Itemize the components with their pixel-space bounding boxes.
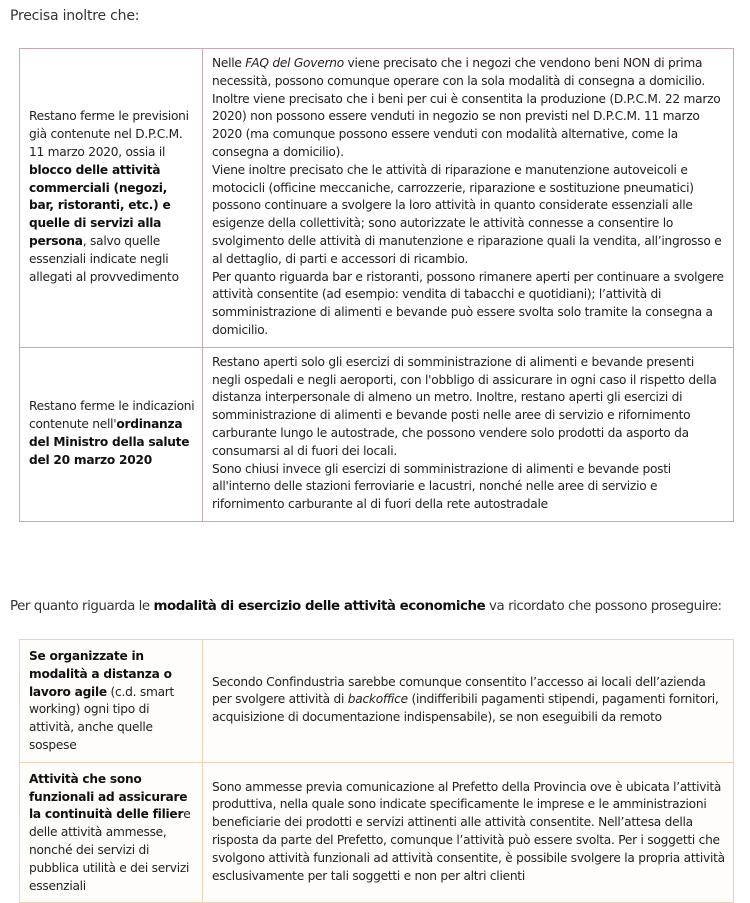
- row-label-cell: [20, 640, 203, 763]
- row-detail-cell: [203, 640, 734, 763]
- table-row: [20, 347, 734, 521]
- label-text: , salvo quelle essenziali indicate negli allegati al provvedimento: [29, 233, 179, 284]
- label-text: Restano ferme le previsioni già contenute nel D.P.C.M. 11 marzo 2020, ossia il: [29, 109, 189, 159]
- label-bold-text: Attività che sono funzionali ad assicurare la continuità delle filier: [29, 771, 188, 822]
- label-bold-text: ordinanza del Ministro della salute del 20 marzo 2020: [29, 417, 190, 467]
- detail-paragraph: Viene inoltre precisato che le attività di riparazione e manutenzione autoveicoli e motocicli (officine meccaniche, carrozzerie, riparazione e sostituzione pneumatici) possono continuare a svolgere la loro attività in quanto considerate essenziali alle esigenze della collettività; sono autorizzate le attività connesse a consentire lo svolgimento delle attività di manutenzione e riparazione quali la vendita, all’ingrosso e al dettaglio, di parti e accessori di ricambio.: [212, 162, 722, 266]
- row-detail-cell: Sono ammesse previa comunicazione al Prefetto della Provincia ove è ubicata l’attività produttiva, nella quale sono indicate specificamente le imprese e le amministrazioni beneficiarie dei prodotti e servizi attinenti alle attività consentite. Nell’attesa della risposta da parte del Prefetto, comunque l’attività può essere svolta. Per i soggetti che svolgono attività funzionali ad attività consentite, è possibile svolgere la propria attività esclusivamente per tali soggetti e non per altri clienti: [203, 762, 734, 903]
- detail-paragraph: Inoltre viene precisato che i beni per cui è consentita la produzione (D.P.C.M. 22 marzo 2020) non possono essere venduti in negozio se non previsti nel D.P.C.M. 11 marzo 2020 (ma comunque possono essere venduti con modalità alternative, come la consegna a domicilio).: [212, 91, 721, 159]
- intro-text: Per quanto riguarda le: [10, 599, 154, 614]
- detail-text: Secondo Confindustria sarebbe comunque consentito l’accesso ai locali dell’azienda per svolgere attività di: [212, 674, 706, 707]
- row-label-cell: [20, 49, 203, 348]
- faq-link-text: FAQ del Governo: [245, 56, 344, 70]
- row-detail-cell: [203, 347, 734, 521]
- label-text: Restano ferme le indicazioni contenute nell': [29, 399, 195, 432]
- label-bold-text: blocco delle attività commerciali (negozi, bar, ristoranti, etc.) e quelle di servizi alla persona: [29, 162, 171, 248]
- table-row: [20, 640, 734, 763]
- detail-paragraph: Sono chiusi invece gli esercizi di somministrazione di alimenti e bevande posti all'interno delle stazioni ferroviarie e lacustri, nonché nelle aree di servizio e rifornimento carburante al di fuori della rete autostradale: [212, 461, 671, 512]
- detail-text: viene precisato che i negozi che vendono beni NON di prima necessità, possono comunque operare con la sola modalità di consegna a domicilio.: [212, 56, 705, 88]
- label-text: e delle attività ammesse, nonché dei servizi di pubblica utilità e dei servizi essenziali: [29, 807, 191, 893]
- detail-paragraph: Per quanto riguarda bar e ristoranti, possono rimanere aperti per continuare a svolgere attività consentite (ad esempio: vendita di tabacchi e quotidiani); l’attività di somministrazione di alimenti e bevande può essere svolta solo tramite la consegna a domicilio.: [212, 269, 724, 337]
- label-bold-text: Se organizzate in modalità a distanza o lavoro agile: [29, 649, 172, 699]
- detail-text: Nelle: [212, 56, 246, 70]
- row-detail-cell: [203, 49, 734, 348]
- detail-text: (indifferibili pagamenti stipendi, pagamenti fornitori, acquisizione di documentazione indispensabile), se non eseguibili da remoto: [212, 692, 719, 725]
- section-intro: [10, 599, 722, 614]
- intro-text: va ricordato che possono proseguire:: [485, 599, 722, 614]
- intro-bold-text: modalità di esercizio delle attività economiche: [153, 599, 486, 614]
- detail-paragraph: [212, 55, 726, 91]
- restrictions-table: [19, 48, 734, 522]
- table-row: [20, 762, 734, 903]
- row-label-cell: [20, 347, 203, 521]
- intro-heading: Precisa inoltre che:: [10, 8, 140, 24]
- business-activities-table: [19, 639, 734, 903]
- detail-paragraph: Restano aperti solo gli esercizi di somministrazione di alimenti e bevande presenti negli ospedali e negli aeroporti, con l'obbligo di assicurare in ogni caso il rispetto della distanza interpersonale di almeno un metro. Inoltre, restano aperti gli esercizi di somministrazione di alimenti e bevande posti nelle aree di servizio e rifornimento carburante lungo le autostrade, che possono vendere solo prodotti da asporto da consumarsi al di fuori dei locali.: [212, 354, 717, 458]
- detail-italic-text: backoffice: [347, 692, 408, 707]
- row-label-cell: [20, 762, 203, 903]
- label-text: (c.d. smart working) ogni tipo di attività, anche quelle sospese: [29, 684, 175, 752]
- table-row: [20, 49, 734, 348]
